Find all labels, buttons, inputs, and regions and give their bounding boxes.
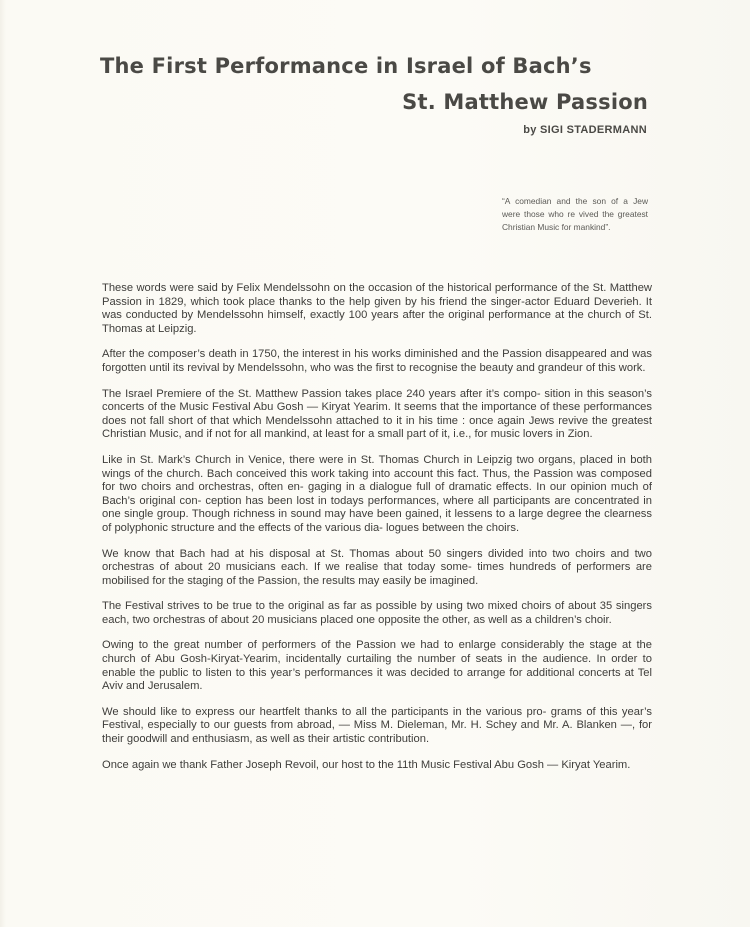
body-paragraph: Owing to the great number of performers of the Passion we had to enlarge considerably the stage at the church of Abu Gosh-Kiryat-Yearim, incidentally curtailing the number of seats in the audience. In order to enable the public to listen to this year’s performances it was decided to arrange for additional concerts at Tel Aviv and Jerusalem. [102, 639, 652, 693]
article-body [102, 282, 652, 784]
byline: by SIGI STADERMANN [523, 124, 647, 136]
body-paragraph: Once again we thank Father Joseph Revoil, our host to the 11th Music Festival Abu Gosh — Kiryat Yearim. [102, 758, 631, 771]
body-paragraph: We should like to express our heartfelt thanks to all the participants in the various pro- grams of this year’s Festival, especially to our guests from abroad, — Miss M. Dieleman, Mr. H. Schey and Mr. A. Blanken —, for their goodwill and enthusiasm, as well as their artistic contribution. [102, 705, 652, 746]
body-paragraph: Like in St. Mark’s Church in Venice, there were in St. Thomas Church in Leipzig two organs, placed in both wings of the church. Bach conceived this work taking into account this fact. Thus, the Passion was composed for two choirs and orchestras, often en- gaging in a dialogue full of dramatic effects. In our opinion much of Bach’s original con- ception has been lost in todays performances, where all participants are concentrated in one single group. Though richness in sound may have been gained, it lessens to a large degree the clearness of polyphonic structure and the effects of the various dia- logues between the choirs. [102, 453, 652, 534]
body-paragraph: We know that Bach had at his disposal at St. Thomas about 50 singers divided into two choirs and two orchestras of about 20 musicians each. If we realise that today some- times hundreds of performers are mobilised for the staging of the Passion, the results may easily be imagined. [102, 547, 652, 587]
body-paragraph: These words were said by Felix Mendelssohn on the occasion of the historical performance of the St. Matthew Passion in 1829, which took place thanks to the help given by his friend the singer-actor Eduard Deverieh. It was conducted by Mendelssohn himself, exactly 100 years after the original performance at the church of St. Thomas at Leipzig. [102, 282, 652, 335]
epigraph-quote: “A comedian and the son of a Jew were those who re vived the greatest Christian Music for mankind”. [502, 196, 648, 232]
title-line-1: The First Performance in Israel of Bach’s [100, 54, 592, 78]
body-paragraph: The Israel Premiere of the St. Matthew Passion takes place 240 years after it’s compo- sition in this season’s concerts of the Music Festival Abu Gosh — Kiryat Yearim. It seems that the importance of these performances does not fall short of that which Mendelssohn attached to it in his time : once again Jews revive the greatest Christian Music, and if not for all mankind, at least for a small part of it, i.e., for music lovers in Zion. [102, 387, 652, 441]
article-title [100, 48, 648, 120]
title-line-2: St. Matthew Passion [402, 90, 648, 114]
body-paragraph: The Festival strives to be true to the original as far as possible by using two mixed choirs of about 35 singers each, two orchestras of about 20 musicians placed one opposite the other, as well as a children’s choir. [102, 600, 652, 626]
body-paragraph: After the composer’s death in 1750, the interest in his works diminished and the Passion disappeared and was forgotten until its revival by Mendelssohn, who was the first to recognise the beauty and grandeur of this work. [102, 348, 652, 374]
